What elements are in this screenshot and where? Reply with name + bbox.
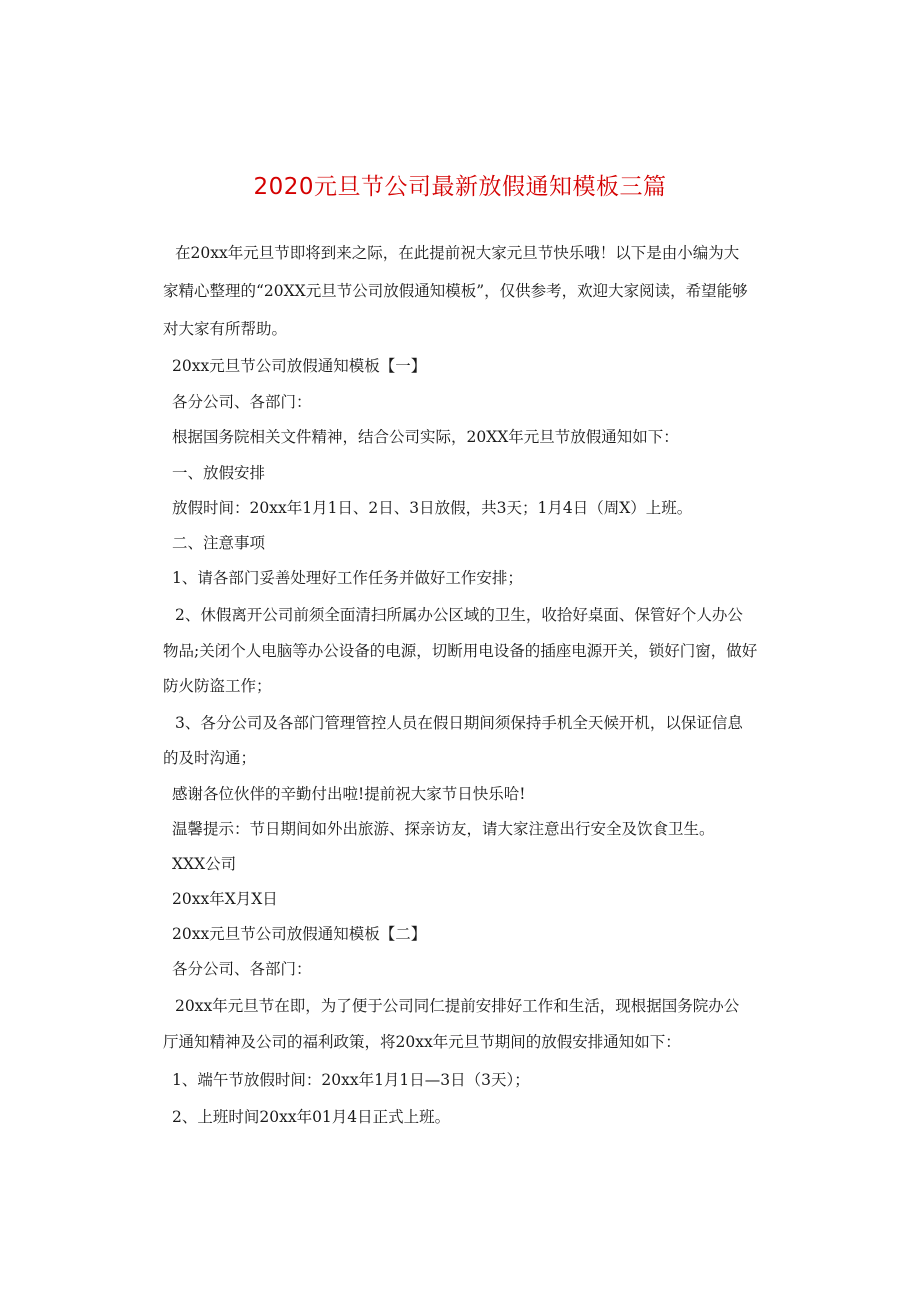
salutation-1: 各分公司、各部门：	[172, 393, 312, 411]
section-heading-1: 20xx元旦节公司放假通知模板【一】	[172, 357, 427, 375]
notice-intro-2-line-2: 厅通知精神及公司的福利政策，将20xx年元旦节期间的放假安排通知如下：	[163, 1033, 681, 1051]
subheading-holiday: 一、放假安排	[172, 464, 266, 482]
holiday-time-line: 放假时间：20xx年1月1日、2日、3日放假，共3天；1月4日（周X）上班。	[172, 499, 693, 517]
intro-line-1: 在20xx年元旦节即将到来之际，在此提前祝大家元旦节快乐哦！以下是由小编为大	[175, 244, 740, 262]
note-item-3-line-1: 3、各分公司及各部门管理管控人员在假日期间须保持手机全天候开机，以保证信息	[175, 714, 743, 732]
signature-company: XXX公司	[172, 855, 237, 873]
subheading-notes: 二、注意事项	[172, 534, 266, 552]
salutation-2: 各分公司、各部门：	[172, 960, 312, 978]
thanks-line: 感谢各位伙伴的辛勤付出啦!提前祝大家节日快乐哈!	[172, 785, 526, 803]
note-item-2-line-1: 2、休假离开公司前须全面清扫所属办公区域的卫生，收拾好桌面、保管好个人办公	[175, 606, 743, 624]
document-title: 2020元旦节公司最新放假通知模板三篇	[253, 174, 667, 200]
notice-intro-1: 根据国务院相关文件精神，结合公司实际，20XX年元旦节放假通知如下：	[172, 428, 679, 446]
note-item-2-line-2: 物品;关闭个人电脑等办公设备的电源，切断用电设备的插座电源开关，锁好门窗，做好	[163, 642, 758, 660]
holiday-item-2: 2、上班时间20xx年01月4日正式上班。	[172, 1108, 451, 1126]
note-item-2-line-3: 防火防盗工作；	[163, 677, 272, 695]
note-item-1: 1、请各部门妥善处理好工作任务并做好工作安排；	[172, 569, 523, 587]
notice-intro-2-line-1: 20xx年元旦节在即，为了便于公司同仁提前安排好工作和生活，现根据国务院办公	[175, 997, 740, 1015]
intro-line-2: 家精心整理的“20XX元旦节公司放假通知模板”，仅供参考，欢迎大家阅读，希望能够	[163, 282, 748, 300]
signature-date: 20xx年X月X日	[172, 890, 278, 908]
holiday-item-1: 1、端午节放假时间：20xx年1月1日—3日（3天）；	[172, 1071, 530, 1089]
intro-line-3: 对大家有所帮助。	[163, 320, 288, 338]
section-heading-2: 20xx元旦节公司放假通知模板【二】	[172, 925, 427, 943]
note-item-3-line-2: 的及时沟通；	[163, 749, 257, 767]
reminder-line: 温馨提示：节日期间如外出旅游、探亲访友，请大家注意出行安全及饮食卫生。	[172, 820, 715, 838]
